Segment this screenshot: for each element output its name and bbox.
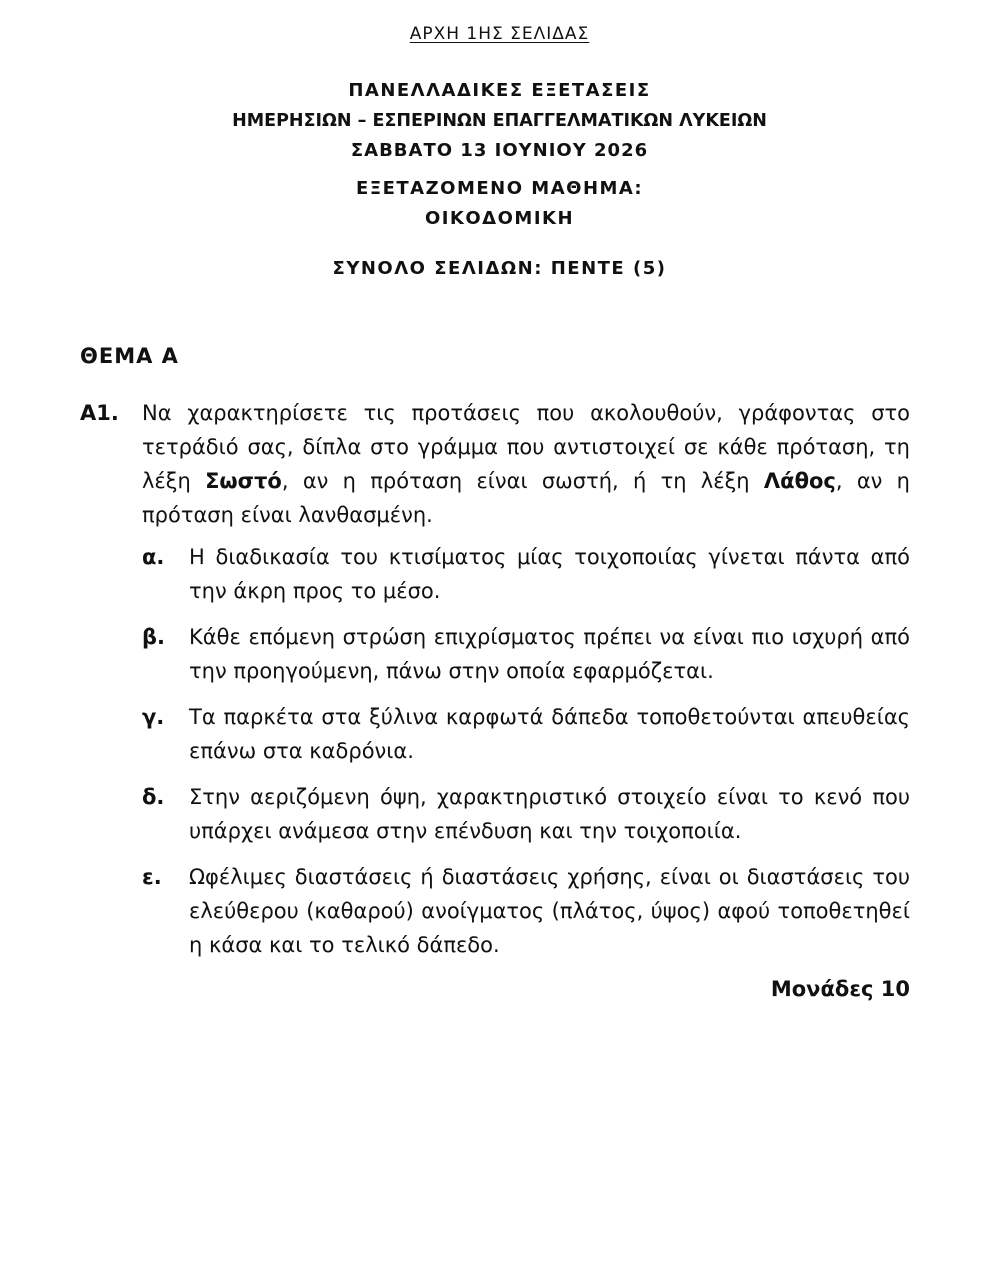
statement-item <box>142 700 910 768</box>
question-a1 <box>80 396 910 1006</box>
page-start-label: ΑΡΧΗ 1ΗΣ ΣΕΛΙΔΑΣ <box>409 24 590 44</box>
total-pages: ΣΥΝΟΛΟ ΣΕΛΙΔΩΝ: ΠΕΝΤΕ (5) <box>332 258 667 279</box>
statement-text: Κάθε επόμενη στρώση επιχρίσματος πρέπει να είναι πιο ισχυρή από την προηγούμενη, πάνω στην οποία εφαρμόζεται. <box>189 625 910 683</box>
instructions-part-1: Να χαρακτηρίσετε τις προτάσεις που ακολουθούν, γράφοντας στο τετράδιό σας, δίπλα στο γράμμα που αντιστοιχεί σε κάθε πρόταση, τη λέξη <box>142 401 910 493</box>
statement-text: Η διαδικασία του κτισίματος μίας τοιχοποιίας γίνεται πάντα από την άκρη προς το μέσο. <box>189 545 910 603</box>
question-number: Α1. <box>80 401 119 425</box>
statement-item <box>142 780 910 848</box>
marks-label: Μονάδες 10 <box>770 977 910 1001</box>
statement-letter: ε. <box>142 865 162 889</box>
statement-list <box>142 540 910 962</box>
exam-header <box>0 76 999 284</box>
section-title: ΘΕΜΑ Α <box>80 344 179 368</box>
exam-date: ΣΑΒΒΑΤΟ 13 ΙΟΥΝΙΟΥ 2026 <box>350 140 649 161</box>
exam-title: ΠΑΝΕΛΛΑΔΙΚΕΣ ΕΞΕΤΑΣΕΙΣ <box>348 80 651 101</box>
school-type: ΗΜΕΡΗΣΙΩΝ – ΕΣΠΕΡΙΝΩΝ ΕΠΑΓΓΕΛΜΑΤΙΚΩΝ ΛΥΚΕΙΩΝ <box>232 111 767 131</box>
statement-text: Στην αεριζόμενη όψη, χαρακτηριστικό στοιχείο είναι το κενό που υπάρχει ανάμεσα στην επένδυση και την τοιχοποιία. <box>189 785 910 843</box>
statement-item <box>142 540 910 608</box>
statement-text: Ωφέλιμες διαστάσεις ή διαστάσεις χρήσης, είναι οι διαστάσεις του ελεύθερου (καθαρού) ανοίγματος (πλάτος, ύψος) αφού τοποθετηθεί η κάσα και το τελικό δάπεδο. <box>189 865 910 957</box>
statement-letter: δ. <box>142 785 165 809</box>
statement-item <box>142 620 910 688</box>
word-wrong: Λάθος <box>763 469 836 493</box>
subject-label: ΕΞΕΤΑΖΟΜΕΝΟ ΜΑΘΗΜΑ: <box>355 178 644 199</box>
instructions-part-3: , αν η πρόταση είναι λανθασμένη. <box>142 469 910 527</box>
statement-text: Τα παρκέτα στα ξύλινα καρφωτά δάπεδα τοποθετούνται απευθείας επάνω στα καδρόνια. <box>189 705 910 763</box>
statement-item <box>142 860 910 962</box>
instructions-part-2: , αν η πρόταση είναι σωστή, ή τη λέξη <box>281 469 764 493</box>
question-instructions <box>142 396 910 532</box>
statement-letter: α. <box>142 545 165 569</box>
subject-name: ΟΙΚΟΔΟΜΙΚΗ <box>424 208 575 229</box>
statement-letter: β. <box>142 625 166 649</box>
word-correct: Σωστό <box>205 469 282 493</box>
statement-letter: γ. <box>142 705 165 729</box>
